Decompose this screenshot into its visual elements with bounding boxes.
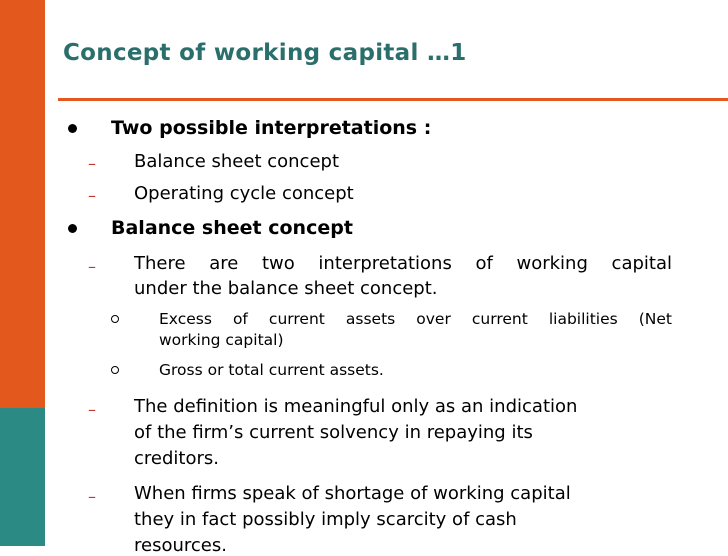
bullet-dot-icon	[68, 124, 77, 133]
sub-sub-bullet-text-cont: working capital)	[159, 331, 284, 349]
bullet-text: Two possible interpretations :	[111, 117, 432, 139]
dash-icon: –	[88, 186, 96, 205]
bullet-text: Balance sheet concept	[111, 217, 353, 239]
dash-icon: –	[88, 257, 96, 276]
sub-bullet-text: Operating cycle concept	[134, 183, 354, 204]
circle-bullet-icon	[111, 315, 119, 323]
sub-bullet-text-cont: creditors.	[134, 448, 219, 469]
dash-icon: –	[88, 400, 96, 419]
bullet-dot-icon	[68, 224, 77, 233]
side-bar-teal	[0, 408, 45, 546]
sub-bullet-text: Balance sheet concept	[134, 151, 339, 172]
circle-bullet-icon	[111, 366, 119, 374]
side-bar-orange	[0, 0, 45, 408]
sub-bullet-text: The definition is meaningful only as an indication	[134, 396, 578, 417]
dash-icon: –	[88, 154, 96, 173]
slide-title: Concept of working capital …1	[63, 40, 467, 66]
sub-bullet-text-cont: of the firm’s current solvency in repaying its	[134, 422, 533, 443]
sub-bullet-text-cont: under the balance sheet concept.	[134, 278, 438, 299]
title-divider	[58, 98, 728, 101]
side-accent-bar	[0, 0, 45, 546]
sub-sub-bullet-text: Excess of current assets over current liabilities (Net	[159, 310, 672, 328]
sub-bullet-text-cont: they in fact possibly imply scarcity of cash	[134, 509, 517, 530]
sub-bullet-text: When firms speak of shortage of working capital	[134, 483, 571, 504]
sub-bullet-text: There are two interpretations of working capital	[134, 253, 672, 274]
sub-bullet-text-cont: resources.	[134, 535, 227, 556]
sub-sub-bullet-text: Gross or total current assets.	[159, 361, 384, 379]
dash-icon: –	[88, 487, 96, 506]
